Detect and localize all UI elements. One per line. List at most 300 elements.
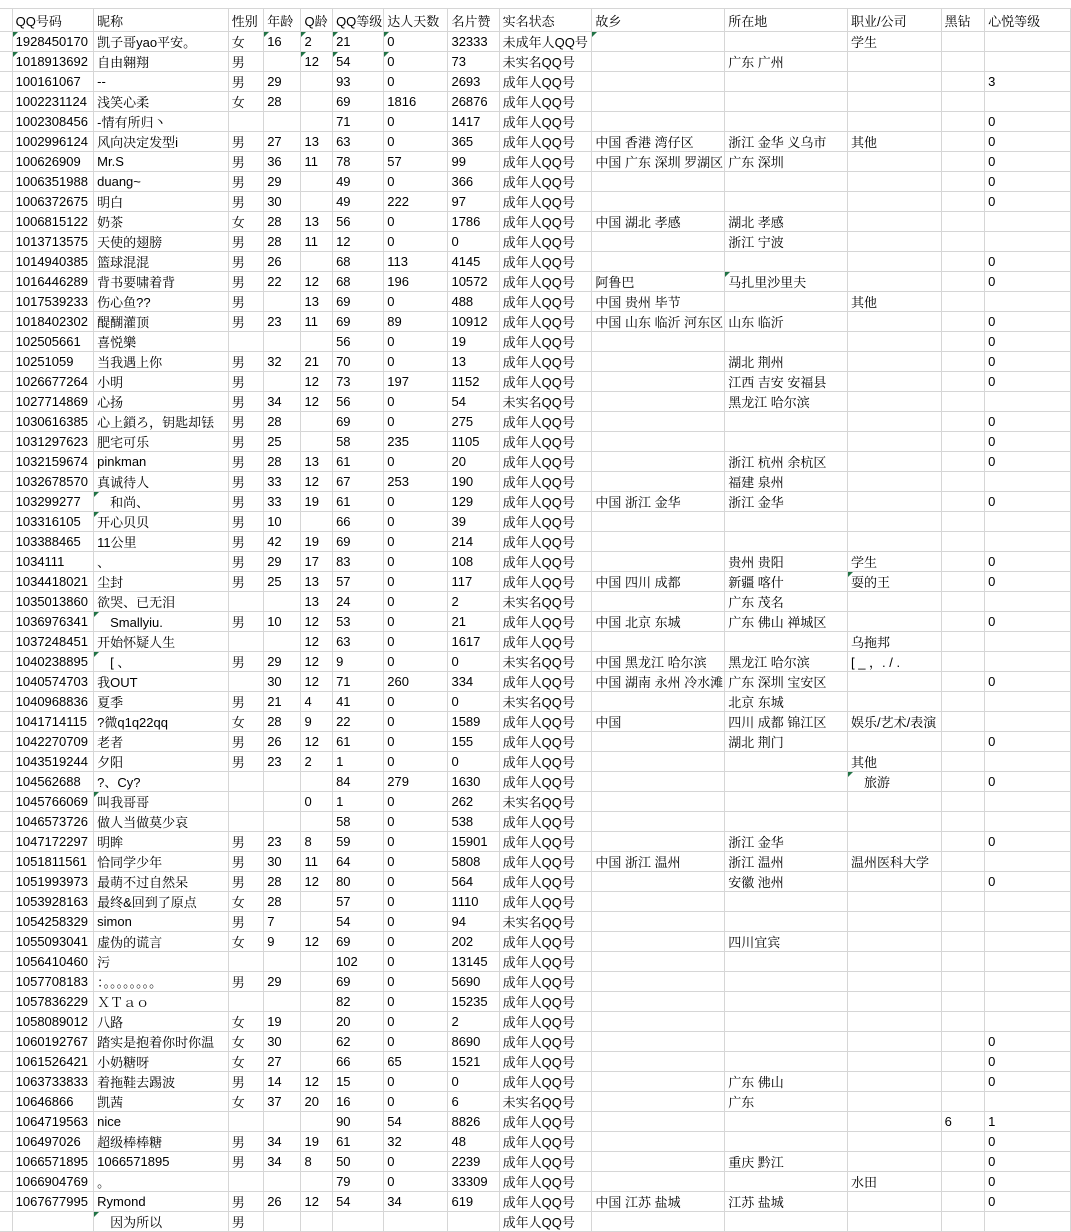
- cell-xinyue[interactable]: 0: [985, 312, 1071, 332]
- cell-gender[interactable]: [228, 1112, 263, 1132]
- cell-gender[interactable]: 女: [228, 1032, 263, 1052]
- cell-hometown[interactable]: [592, 352, 725, 372]
- cell-job[interactable]: 旅游: [847, 772, 941, 792]
- cell-location[interactable]: [725, 172, 848, 192]
- cell-xinyue[interactable]: [985, 532, 1071, 552]
- cell-age[interactable]: 29: [264, 652, 301, 672]
- cell-xinyue[interactable]: [985, 972, 1071, 992]
- cell-nickname[interactable]: 虚伪的谎言: [94, 932, 229, 952]
- cell-diamond[interactable]: [941, 812, 985, 832]
- cell-nickname[interactable]: 、: [94, 552, 229, 572]
- cell-level[interactable]: 83: [333, 552, 384, 572]
- cell-job[interactable]: [847, 1052, 941, 1072]
- cell-level[interactable]: 22: [333, 712, 384, 732]
- cell-qage[interactable]: 4: [301, 692, 333, 712]
- cell-gender[interactable]: 女: [228, 932, 263, 952]
- cell-nickname[interactable]: 背书要啸着背: [94, 272, 229, 292]
- cell-qq[interactable]: 1054258329: [12, 912, 94, 932]
- column-header-nickname[interactable]: 昵称: [94, 9, 229, 32]
- cell-qage[interactable]: [301, 1032, 333, 1052]
- cell-gender[interactable]: 男: [228, 132, 263, 152]
- cell-age[interactable]: [264, 952, 301, 972]
- cell-gender[interactable]: 男: [228, 532, 263, 552]
- cell-xinyue[interactable]: [985, 912, 1071, 932]
- cell-realname[interactable]: 成年人QQ号: [499, 732, 592, 752]
- cell-qage[interactable]: 13: [301, 572, 333, 592]
- cell-qq[interactable]: 1016446289: [12, 272, 94, 292]
- cell-location[interactable]: 北京 东城: [725, 692, 848, 712]
- cell-diamond[interactable]: [941, 1072, 985, 1092]
- cell-qq[interactable]: 1928450170: [12, 32, 94, 52]
- cell-qage[interactable]: [301, 512, 333, 532]
- cell-job[interactable]: [847, 192, 941, 212]
- cell-xinyue[interactable]: 0: [985, 1152, 1071, 1172]
- cell-qage[interactable]: [301, 1212, 333, 1232]
- cell-days[interactable]: 260: [384, 672, 448, 692]
- cell-qage[interactable]: [301, 92, 333, 112]
- cell-diamond[interactable]: [941, 32, 985, 52]
- cell-likes[interactable]: 10912: [448, 312, 499, 332]
- cell-xinyue[interactable]: [985, 812, 1071, 832]
- cell-days[interactable]: 0: [384, 512, 448, 532]
- cell-likes[interactable]: 13: [448, 352, 499, 372]
- cell-age[interactable]: [264, 632, 301, 652]
- cell-xinyue[interactable]: 0: [985, 772, 1071, 792]
- cell-likes[interactable]: 13145: [448, 952, 499, 972]
- cell-realname[interactable]: 未实名QQ号: [499, 392, 592, 412]
- cell-age[interactable]: [264, 372, 301, 392]
- cell-nickname[interactable]: 凯茜: [94, 1092, 229, 1112]
- cell-hometown[interactable]: [592, 832, 725, 852]
- cell-level[interactable]: 54: [333, 912, 384, 932]
- cell-days[interactable]: 0: [384, 32, 448, 52]
- cell-realname[interactable]: 成年人QQ号: [499, 1012, 592, 1032]
- cell-age[interactable]: 30: [264, 1032, 301, 1052]
- cell-job[interactable]: [847, 692, 941, 712]
- cell-nickname[interactable]: 真诚待人: [94, 472, 229, 492]
- cell-diamond[interactable]: [941, 592, 985, 612]
- cell-job[interactable]: [847, 992, 941, 1012]
- cell-location[interactable]: 四川 成都 锦江区: [725, 712, 848, 732]
- cell-days[interactable]: 0: [384, 72, 448, 92]
- cell-days[interactable]: 0: [384, 1032, 448, 1052]
- cell-location[interactable]: 浙江 温州: [725, 852, 848, 872]
- cell-likes[interactable]: 190: [448, 472, 499, 492]
- cell-likes[interactable]: 94: [448, 912, 499, 932]
- cell-job[interactable]: [847, 112, 941, 132]
- cell-realname[interactable]: 成年人QQ号: [499, 352, 592, 372]
- cell-likes[interactable]: 366: [448, 172, 499, 192]
- cell-gender[interactable]: [228, 1172, 263, 1192]
- cell-nickname[interactable]: 篮球混混: [94, 252, 229, 272]
- cell-gender[interactable]: 女: [228, 1052, 263, 1072]
- cell-likes[interactable]: 214: [448, 532, 499, 552]
- cell-xinyue[interactable]: 0: [985, 332, 1071, 352]
- cell-qq[interactable]: 1051811561: [12, 852, 94, 872]
- cell-gender[interactable]: 男: [228, 872, 263, 892]
- cell-likes[interactable]: 39: [448, 512, 499, 532]
- cell-level[interactable]: 54: [333, 1192, 384, 1212]
- cell-diamond[interactable]: [941, 932, 985, 952]
- cell-age[interactable]: [264, 992, 301, 1012]
- cell-qq[interactable]: 1037248451: [12, 632, 94, 652]
- cell-xinyue[interactable]: [985, 32, 1071, 52]
- cell-likes[interactable]: 488: [448, 292, 499, 312]
- cell-diamond[interactable]: [941, 352, 985, 372]
- cell-qage[interactable]: 12: [301, 272, 333, 292]
- cell-diamond[interactable]: [941, 152, 985, 172]
- cell-location[interactable]: [725, 412, 848, 432]
- cell-age[interactable]: 28: [264, 92, 301, 112]
- cell-level[interactable]: 64: [333, 852, 384, 872]
- cell-qage[interactable]: 0: [301, 792, 333, 812]
- cell-age[interactable]: 37: [264, 1092, 301, 1112]
- cell-realname[interactable]: 未实名QQ号: [499, 592, 592, 612]
- cell-xinyue[interactable]: 0: [985, 732, 1071, 752]
- cell-realname[interactable]: 未实名QQ号: [499, 652, 592, 672]
- cell-qage[interactable]: 11: [301, 152, 333, 172]
- cell-gender[interactable]: [228, 792, 263, 812]
- cell-realname[interactable]: 成年人QQ号: [499, 172, 592, 192]
- cell-level[interactable]: 68: [333, 272, 384, 292]
- cell-xinyue[interactable]: 0: [985, 352, 1071, 372]
- cell-job[interactable]: [847, 1012, 941, 1032]
- cell-hometown[interactable]: [592, 992, 725, 1012]
- cell-nickname[interactable]: 肥宅可乐: [94, 432, 229, 452]
- cell-days[interactable]: 0: [384, 1152, 448, 1172]
- cell-age[interactable]: 28: [264, 712, 301, 732]
- cell-job[interactable]: [847, 612, 941, 632]
- cell-likes[interactable]: 334: [448, 672, 499, 692]
- cell-location[interactable]: 浙江 宁波: [725, 232, 848, 252]
- cell-age[interactable]: 26: [264, 732, 301, 752]
- cell-qage[interactable]: 12: [301, 872, 333, 892]
- cell-nickname[interactable]: Smallyiu.: [94, 612, 229, 632]
- cell-level[interactable]: 49: [333, 192, 384, 212]
- cell-diamond[interactable]: [941, 792, 985, 812]
- cell-age[interactable]: 29: [264, 72, 301, 92]
- cell-gender[interactable]: [228, 332, 263, 352]
- cell-likes[interactable]: 15901: [448, 832, 499, 852]
- cell-realname[interactable]: 成年人QQ号: [499, 772, 592, 792]
- cell-gender[interactable]: 男: [228, 392, 263, 412]
- cell-days[interactable]: 0: [384, 712, 448, 732]
- cell-likes[interactable]: 2693: [448, 72, 499, 92]
- cell-location[interactable]: [725, 1172, 848, 1192]
- cell-qage[interactable]: 19: [301, 532, 333, 552]
- cell-level[interactable]: 78: [333, 152, 384, 172]
- cell-realname[interactable]: 成年人QQ号: [499, 852, 592, 872]
- cell-job[interactable]: [847, 1112, 941, 1132]
- cell-qq[interactable]: 1030616385: [12, 412, 94, 432]
- cell-location[interactable]: [725, 772, 848, 792]
- cell-hometown[interactable]: [592, 952, 725, 972]
- cell-diamond[interactable]: [941, 892, 985, 912]
- cell-diamond[interactable]: [941, 92, 985, 112]
- cell-nickname[interactable]: 因为所以: [94, 1212, 229, 1232]
- cell-qage[interactable]: [301, 972, 333, 992]
- cell-age[interactable]: 26: [264, 252, 301, 272]
- cell-gender[interactable]: 男: [228, 1152, 263, 1172]
- cell-xinyue[interactable]: 0: [985, 552, 1071, 572]
- cell-realname[interactable]: 成年人QQ号: [499, 252, 592, 272]
- cell-job[interactable]: [847, 832, 941, 852]
- cell-realname[interactable]: 成年人QQ号: [499, 812, 592, 832]
- cell-qq[interactable]: 1046573726: [12, 812, 94, 832]
- cell-days[interactable]: [384, 1212, 448, 1232]
- cell-likes[interactable]: [448, 1212, 499, 1232]
- cell-nickname[interactable]: 心扬: [94, 392, 229, 412]
- cell-likes[interactable]: 0: [448, 752, 499, 772]
- cell-location[interactable]: [725, 332, 848, 352]
- cell-days[interactable]: 1816: [384, 92, 448, 112]
- cell-days[interactable]: 196: [384, 272, 448, 292]
- cell-gender[interactable]: 男: [228, 1132, 263, 1152]
- cell-days[interactable]: 0: [384, 1012, 448, 1032]
- cell-xinyue[interactable]: 0: [985, 252, 1071, 272]
- cell-diamond[interactable]: [941, 492, 985, 512]
- cell-age[interactable]: 21: [264, 692, 301, 712]
- cell-nickname[interactable]: simon: [94, 912, 229, 932]
- cell-nickname[interactable]: 明眸: [94, 832, 229, 852]
- cell-realname[interactable]: 成年人QQ号: [499, 1132, 592, 1152]
- cell-nickname[interactable]: 当我遇上你: [94, 352, 229, 372]
- cell-likes[interactable]: 97: [448, 192, 499, 212]
- cell-gender[interactable]: 男: [228, 372, 263, 392]
- cell-level[interactable]: 63: [333, 132, 384, 152]
- cell-days[interactable]: 0: [384, 612, 448, 632]
- cell-level[interactable]: 59: [333, 832, 384, 852]
- cell-gender[interactable]: 男: [228, 492, 263, 512]
- cell-job[interactable]: [847, 1032, 941, 1052]
- cell-location[interactable]: 广东 深圳: [725, 152, 848, 172]
- cell-likes[interactable]: 2239: [448, 1152, 499, 1172]
- cell-xinyue[interactable]: [985, 1092, 1071, 1112]
- cell-job[interactable]: [847, 452, 941, 472]
- cell-diamond[interactable]: [941, 132, 985, 152]
- cell-qq[interactable]: 1006372675: [12, 192, 94, 212]
- cell-location[interactable]: 安徽 池州: [725, 872, 848, 892]
- cell-nickname[interactable]: 最终&回到了原点: [94, 892, 229, 912]
- cell-diamond[interactable]: [941, 1192, 985, 1212]
- cell-diamond[interactable]: [941, 372, 985, 392]
- cell-gender[interactable]: 男: [228, 972, 263, 992]
- cell-job[interactable]: [847, 312, 941, 332]
- cell-location[interactable]: [725, 1052, 848, 1072]
- cell-likes[interactable]: 1105: [448, 432, 499, 452]
- cell-likes[interactable]: 10572: [448, 272, 499, 292]
- cell-hometown[interactable]: [592, 1092, 725, 1112]
- cell-xinyue[interactable]: 0: [985, 572, 1071, 592]
- cell-diamond[interactable]: [941, 172, 985, 192]
- cell-likes[interactable]: 26876: [448, 92, 499, 112]
- cell-xinyue[interactable]: [985, 1012, 1071, 1032]
- cell-gender[interactable]: 男: [228, 192, 263, 212]
- cell-realname[interactable]: 未成年人QQ号: [499, 32, 592, 52]
- cell-location[interactable]: [725, 972, 848, 992]
- cell-qq[interactable]: 1067677995: [12, 1192, 94, 1212]
- cell-hometown[interactable]: 阿鲁巴: [592, 272, 725, 292]
- cell-location[interactable]: [725, 432, 848, 452]
- cell-age[interactable]: 34: [264, 1152, 301, 1172]
- cell-days[interactable]: 0: [384, 112, 448, 132]
- cell-qage[interactable]: [301, 1172, 333, 1192]
- cell-xinyue[interactable]: [985, 892, 1071, 912]
- cell-qq[interactable]: 1002308456: [12, 112, 94, 132]
- cell-level[interactable]: 16: [333, 1092, 384, 1112]
- cell-job[interactable]: 娱乐/艺术/表演: [847, 712, 941, 732]
- cell-gender[interactable]: 男: [228, 52, 263, 72]
- cell-job[interactable]: [847, 872, 941, 892]
- cell-nickname[interactable]: Rymond: [94, 1192, 229, 1212]
- cell-likes[interactable]: 365: [448, 132, 499, 152]
- cell-xinyue[interactable]: [985, 952, 1071, 972]
- cell-likes[interactable]: 8826: [448, 1112, 499, 1132]
- cell-qq[interactable]: 1031297623: [12, 432, 94, 452]
- cell-nickname[interactable]: 开心贝贝: [94, 512, 229, 532]
- cell-job[interactable]: [847, 732, 941, 752]
- cell-age[interactable]: 19: [264, 1012, 301, 1032]
- cell-days[interactable]: 54: [384, 1112, 448, 1132]
- cell-likes[interactable]: 73: [448, 52, 499, 72]
- cell-xinyue[interactable]: 1: [985, 1112, 1071, 1132]
- cell-realname[interactable]: 成年人QQ号: [499, 312, 592, 332]
- cell-hometown[interactable]: [592, 1152, 725, 1172]
- cell-qq[interactable]: 1032678570: [12, 472, 94, 492]
- cell-qage[interactable]: [301, 812, 333, 832]
- cell-location[interactable]: 山东 临沂: [725, 312, 848, 332]
- cell-location[interactable]: [725, 992, 848, 1012]
- cell-qage[interactable]: [301, 432, 333, 452]
- cell-job[interactable]: [847, 352, 941, 372]
- cell-job[interactable]: 学生: [847, 32, 941, 52]
- cell-level[interactable]: 61: [333, 732, 384, 752]
- cell-hometown[interactable]: 中国 贵州 毕节: [592, 292, 725, 312]
- cell-age[interactable]: [264, 112, 301, 132]
- cell-hometown[interactable]: 中国 浙江 金华: [592, 492, 725, 512]
- cell-age[interactable]: 26: [264, 1192, 301, 1212]
- cell-diamond[interactable]: [941, 772, 985, 792]
- cell-age[interactable]: [264, 1212, 301, 1232]
- cell-location[interactable]: 马扎里沙里夫: [725, 272, 848, 292]
- cell-level[interactable]: 69: [333, 92, 384, 112]
- cell-location[interactable]: [725, 72, 848, 92]
- cell-level[interactable]: 63: [333, 632, 384, 652]
- cell-diamond[interactable]: [941, 392, 985, 412]
- cell-level[interactable]: 67: [333, 472, 384, 492]
- cell-nickname[interactable]: --: [94, 72, 229, 92]
- cell-qq[interactable]: 1043519244: [12, 752, 94, 772]
- cell-qage[interactable]: 13: [301, 452, 333, 472]
- cell-job[interactable]: [847, 532, 941, 552]
- cell-hometown[interactable]: [592, 892, 725, 912]
- cell-level[interactable]: 1: [333, 792, 384, 812]
- cell-gender[interactable]: 女: [228, 712, 263, 732]
- cell-location[interactable]: [725, 92, 848, 112]
- cell-gender[interactable]: 男: [228, 232, 263, 252]
- cell-location[interactable]: [725, 1012, 848, 1032]
- cell-location[interactable]: 广东: [725, 1092, 848, 1112]
- cell-job[interactable]: [ _ ，. / .: [847, 652, 941, 672]
- cell-hometown[interactable]: [592, 812, 725, 832]
- cell-days[interactable]: 0: [384, 1172, 448, 1192]
- cell-nickname[interactable]: ：。。。。。。。。: [94, 972, 229, 992]
- cell-location[interactable]: 湖北 荆门: [725, 732, 848, 752]
- cell-xinyue[interactable]: [985, 512, 1071, 532]
- column-header-xinyue[interactable]: 心悦等级: [985, 9, 1071, 32]
- cell-hometown[interactable]: [592, 252, 725, 272]
- cell-level[interactable]: 66: [333, 1052, 384, 1072]
- cell-age[interactable]: 34: [264, 1132, 301, 1152]
- cell-likes[interactable]: 48: [448, 1132, 499, 1152]
- cell-realname[interactable]: 未实名QQ号: [499, 792, 592, 812]
- cell-hometown[interactable]: [592, 432, 725, 452]
- cell-nickname[interactable]: 风向决定发型i: [94, 132, 229, 152]
- cell-nickname[interactable]: 恰同学少年: [94, 852, 229, 872]
- cell-age[interactable]: [264, 1172, 301, 1192]
- cell-likes[interactable]: 2: [448, 1012, 499, 1032]
- cell-qage[interactable]: 12: [301, 632, 333, 652]
- cell-xinyue[interactable]: 0: [985, 492, 1071, 512]
- cell-qq[interactable]: 10251059: [12, 352, 94, 372]
- cell-level[interactable]: 102: [333, 952, 384, 972]
- cell-hometown[interactable]: [592, 732, 725, 752]
- cell-location[interactable]: 贵州 贵阳: [725, 552, 848, 572]
- cell-hometown[interactable]: [592, 912, 725, 932]
- cell-level[interactable]: 20: [333, 1012, 384, 1032]
- cell-nickname[interactable]: 醍醐灌顶: [94, 312, 229, 332]
- cell-hometown[interactable]: [592, 72, 725, 92]
- cell-days[interactable]: 57: [384, 152, 448, 172]
- cell-location[interactable]: 浙江 金华: [725, 832, 848, 852]
- cell-qq[interactable]: 1057708183: [12, 972, 94, 992]
- cell-level[interactable]: 56: [333, 212, 384, 232]
- cell-likes[interactable]: 1152: [448, 372, 499, 392]
- cell-likes[interactable]: 5808: [448, 852, 499, 872]
- cell-realname[interactable]: 成年人QQ号: [499, 132, 592, 152]
- cell-days[interactable]: 0: [384, 452, 448, 472]
- cell-xinyue[interactable]: [985, 852, 1071, 872]
- cell-likes[interactable]: 1617: [448, 632, 499, 652]
- cell-days[interactable]: 34: [384, 1192, 448, 1212]
- cell-level[interactable]: 71: [333, 672, 384, 692]
- cell-job[interactable]: [847, 1092, 941, 1112]
- cell-level[interactable]: 57: [333, 892, 384, 912]
- cell-xinyue[interactable]: [985, 932, 1071, 952]
- cell-level[interactable]: 41: [333, 692, 384, 712]
- cell-hometown[interactable]: 中国 黑龙江 哈尔滨: [592, 652, 725, 672]
- cell-level[interactable]: 58: [333, 432, 384, 452]
- cell-likes[interactable]: 564: [448, 872, 499, 892]
- cell-realname[interactable]: 成年人QQ号: [499, 952, 592, 972]
- cell-likes[interactable]: 108: [448, 552, 499, 572]
- cell-gender[interactable]: [228, 592, 263, 612]
- cell-level[interactable]: 58: [333, 812, 384, 832]
- cell-gender[interactable]: 男: [228, 732, 263, 752]
- cell-gender[interactable]: 男: [228, 152, 263, 172]
- cell-nickname[interactable]: 做人当做莫少哀: [94, 812, 229, 832]
- column-header-age[interactable]: 年龄: [264, 9, 301, 32]
- cell-hometown[interactable]: [592, 412, 725, 432]
- cell-nickname[interactable]: 超级棒棒糖: [94, 1132, 229, 1152]
- cell-realname[interactable]: 成年人QQ号: [499, 492, 592, 512]
- cell-likes[interactable]: 33309: [448, 1172, 499, 1192]
- cell-job[interactable]: [847, 592, 941, 612]
- cell-qq[interactable]: 1042270709: [12, 732, 94, 752]
- cell-hometown[interactable]: 中国: [592, 712, 725, 732]
- cell-realname[interactable]: 成年人QQ号: [499, 932, 592, 952]
- cell-gender[interactable]: [228, 812, 263, 832]
